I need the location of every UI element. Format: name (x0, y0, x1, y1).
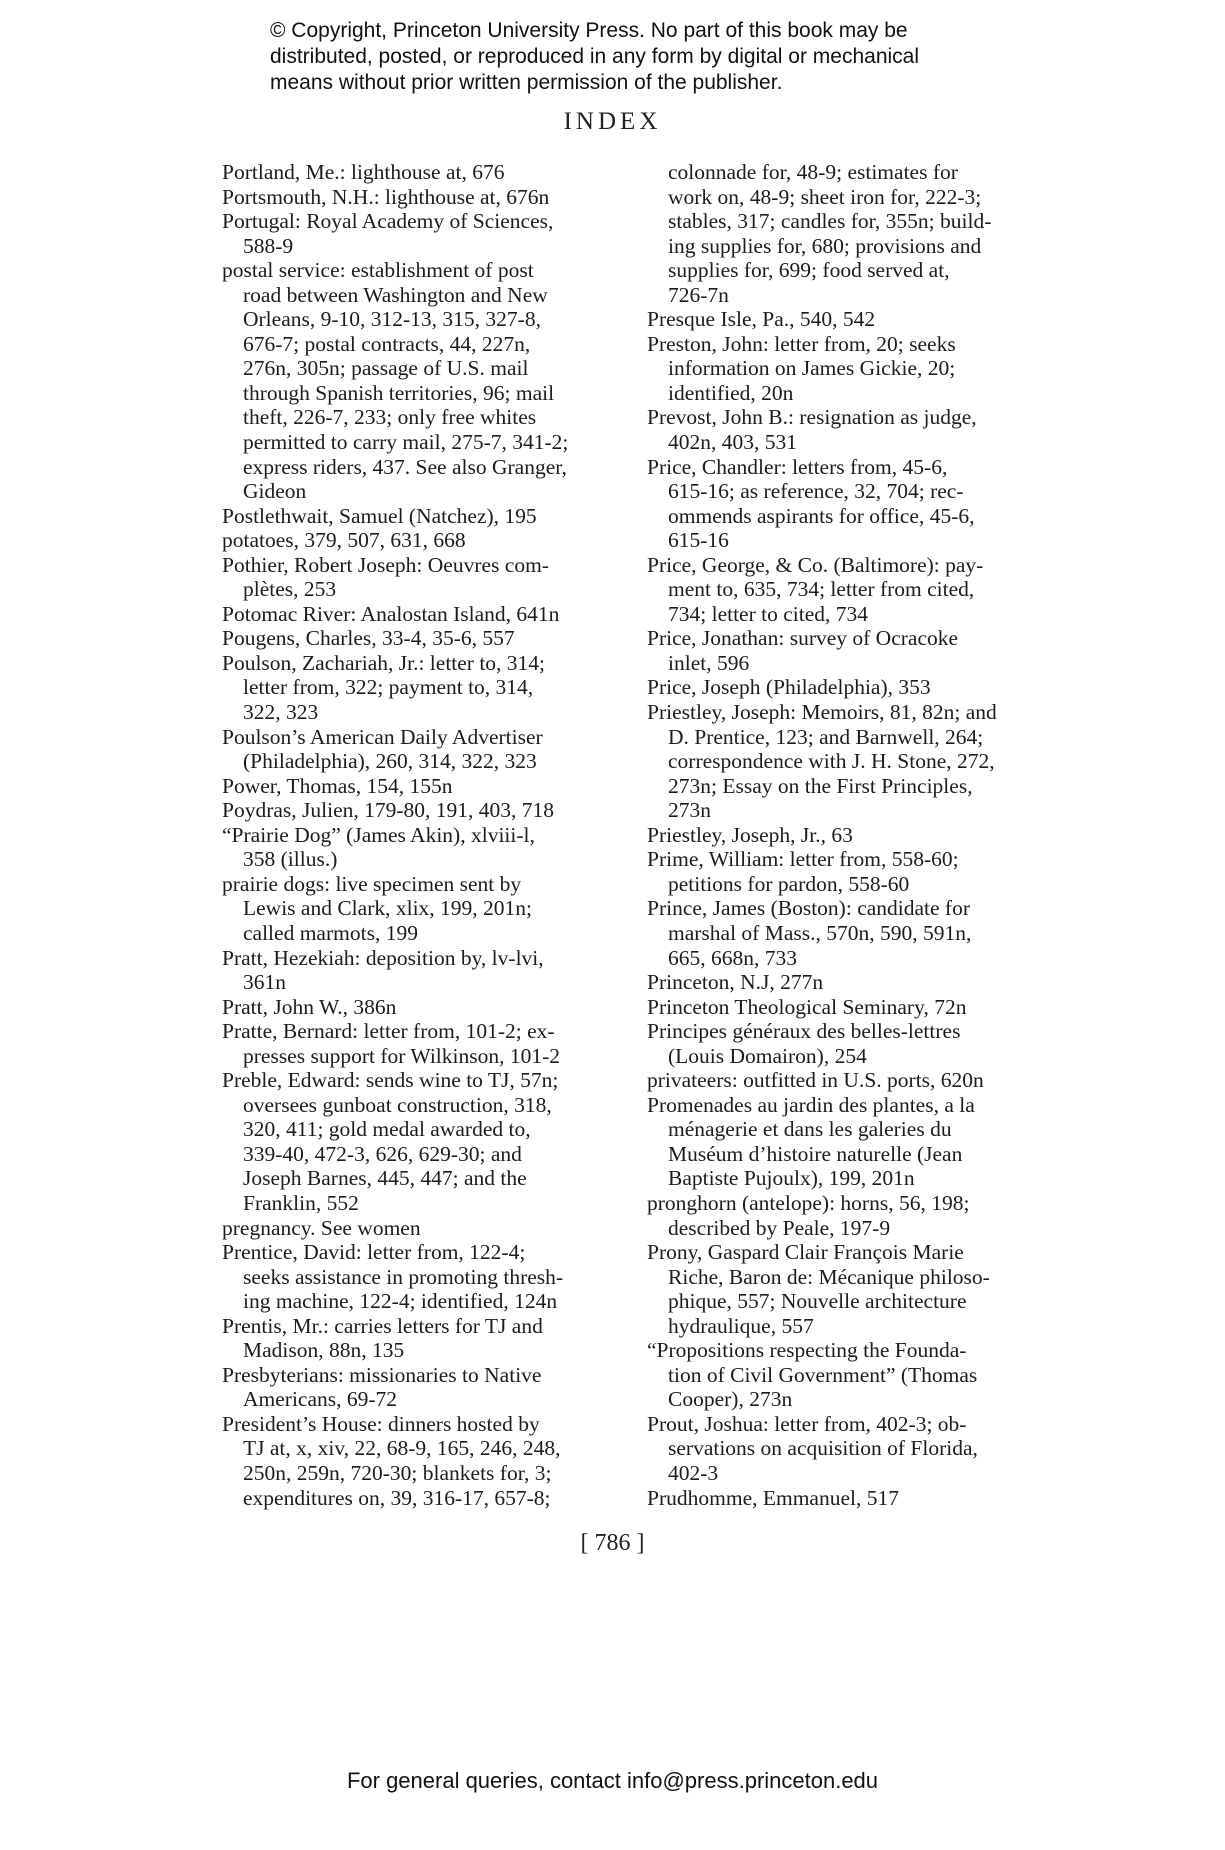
index-entry-continuation: Madison, 88n, 135 (243, 1338, 405, 1363)
index-entry: Princeton Theological Seminary, 72n (647, 994, 967, 1019)
index-entry-continuation: Joseph Barnes, 445, 447; and the (243, 1166, 527, 1191)
index-entry-continuation: plètes, 253 (243, 577, 337, 602)
index-entry: Pratte, Bernard: letter from, 101-2; ex- (222, 1019, 555, 1044)
index-entry-continuation: ing machine, 122-4; identified, 124n (243, 1289, 558, 1314)
index-entry-continuation: Lewis and Clark, xlix, 199, 201n; (243, 896, 533, 921)
index-entry: Prime, William: letter from, 558-60; (647, 847, 959, 872)
index-entry-continuation: 615-16 (668, 528, 729, 553)
index-entry: pronghorn (antelope): horns, 56, 198; (647, 1190, 970, 1215)
index-entry-continuation: Americans, 69-72 (243, 1387, 398, 1412)
index-entry: Prince, James (Boston): candidate for (647, 896, 971, 921)
copyright-notice (270, 18, 1030, 96)
index-entry: Prevost, John B.: resignation as judge, (647, 405, 977, 430)
index-entry: potatoes, 379, 507, 631, 668 (222, 528, 466, 553)
copyright-line: © Copyright, Princeton University Press. No part of this book may be (270, 19, 908, 42)
index-entry: Priestley, Joseph: Memoirs, 81, 82n; and (647, 700, 997, 725)
index-entry-continuation: identified, 20n (668, 380, 794, 405)
index-entry: Potomac River: Analostan Island, 641n (222, 601, 560, 626)
index-entry-continuation: correspondence with J. H. Stone, 272, (668, 749, 995, 774)
index-entry: prairie dogs: live specimen sent by (222, 871, 522, 896)
index-entry-continuation: petitions for pardon, 558-60 (668, 871, 910, 896)
index-entry-continuation: inlet, 596 (668, 650, 750, 675)
index-entry-continuation: Franklin, 552 (243, 1190, 359, 1215)
index-entry-continuation: hydraulique, 557 (668, 1313, 814, 1338)
index-entry: Poydras, Julien, 179-80, 191, 403, 718 (222, 798, 555, 823)
index-entry: Postlethwait, Samuel (Natchez), 195 (222, 503, 537, 528)
index-entry-continuation: stables, 317; candles for, 355n; build- (668, 209, 992, 234)
index-entry-continuation: Cooper), 273n (668, 1387, 793, 1412)
index-entry-continuation: 320, 411; gold medal awarded to, (243, 1117, 531, 1142)
index-entry: Preble, Edward: sends wine to TJ, 57n; (222, 1068, 559, 1093)
index-entry-continuation: ment to, 635, 734; letter from cited, (668, 577, 975, 602)
index-entry: Prout, Joshua: letter from, 402-3; ob- (647, 1411, 967, 1436)
index-entry: Poulson’s American Daily Advertiser (222, 724, 543, 749)
index-entry-continuation: seeks assistance in promoting thresh- (243, 1264, 564, 1289)
index-entry-continuation: information on James Gickie, 20; (668, 356, 956, 381)
index-entry-continuation: road between Washington and New (243, 282, 548, 307)
index-entry: President’s House: dinners hosted by (222, 1411, 540, 1436)
index-entry-continuation: work on, 48-9; sheet iron for, 222-3; (668, 184, 982, 209)
index-entry-continuation: ménagerie et dans les galeries du (668, 1117, 952, 1142)
index-entry-continuation: express riders, 437. See also Granger, (243, 454, 567, 479)
index-entry-continuation: TJ at, x, xiv, 22, 68-9, 165, 246, 248, (243, 1436, 561, 1461)
index-entry-continuation: Muséum d’histoire naturelle (Jean (668, 1141, 963, 1166)
index-entry: Preston, John: letter from, 20; seeks (647, 331, 956, 356)
index-entry-continuation: through Spanish territories, 96; mail (243, 380, 555, 405)
index-entry-continuation: ommends aspirants for office, 45-6, (668, 503, 975, 528)
index-entry-continuation: Orleans, 9-10, 312-13, 315, 327-8, (243, 307, 541, 332)
index-entry: Pougens, Charles, 33-4, 35-6, 557 (222, 626, 515, 651)
index-entry: “Prairie Dog” (James Akin), xlviii-l, (222, 822, 535, 847)
index-entry-continuation: 726-7n (668, 282, 729, 307)
footer-contact: For general queries, contact info@press.princeton.edu (346, 1768, 879, 1793)
index-entry: Pothier, Robert Joseph: Oeuvres com- (222, 552, 549, 577)
index-entry: Pratt, Hezekiah: deposition by, lv-lvi, (222, 945, 544, 970)
index-entry-continuation: servations on acquisition of Florida, (668, 1436, 978, 1461)
index-entry-continuation: 676-7; postal contracts, 44, 227n, (243, 331, 531, 356)
index-entry-continuation: 402-3 (668, 1460, 719, 1485)
index-entry: Poulson, Zachariah, Jr.: letter to, 314; (222, 650, 546, 675)
page-heading: INDEX (563, 108, 662, 135)
index-entry-continuation: 322, 323 (243, 700, 319, 725)
index-entry: Prentice, David: letter from, 122-4; (222, 1240, 526, 1265)
index-entry: Portugal: Royal Academy of Sciences, (222, 209, 554, 234)
index-entry: Price, Chandler: letters from, 45-6, (647, 454, 948, 479)
index-entry: Prudhomme, Emmanuel, 517 (647, 1485, 899, 1510)
index-entry-continuation: phique, 557; Nouvelle architecture (668, 1289, 967, 1314)
index-entry-continuation: Riche, Baron de: Mécanique philoso- (668, 1264, 990, 1289)
index-entry-continuation: described by Peale, 197-9 (668, 1215, 891, 1240)
index-entry: Price, George, & Co. (Baltimore): pay- (647, 552, 984, 577)
index-entry-continuation: presses support for Wilkinson, 101-2 (243, 1043, 561, 1068)
index-entry-continuation: 588-9 (243, 233, 294, 258)
copyright-line: distributed, posted, or reproduced in any form by digital or mechanical (270, 45, 920, 68)
index-entry-continuation: 339-40, 472-3, 626, 629-30; and (243, 1141, 522, 1166)
index-entry: privateers: outfitted in U.S. ports, 620n (647, 1068, 984, 1093)
index-entry-continuation: permitted to carry mail, 275-7, 341-2; (243, 430, 569, 455)
index-entry-continuation: called marmots, 199 (243, 920, 418, 945)
index-entry-continuation: 358 (illus.) (243, 847, 338, 872)
index-entry-continuation: marshal of Mass., 570n, 590, 591n, (668, 920, 972, 945)
index-entry-continuation: 665, 668n, 733 (668, 945, 797, 970)
index-entry-continuation: expenditures on, 39, 316-17, 657-8; (243, 1485, 551, 1510)
index-entry-continuation: 276n, 305n; passage of U.S. mail (243, 356, 529, 381)
index-entry: Promenades au jardin des plantes, a la (647, 1092, 975, 1117)
index-entry-continuation: Baptiste Pujoulx), 199, 201n (668, 1166, 915, 1191)
index-entry-continuation: (Philadelphia), 260, 314, 322, 323 (243, 749, 537, 774)
index-entry: Price, Jonathan: survey of Ocracoke (647, 626, 959, 651)
index-entry-continuation: 273n; Essay on the First Principles, (668, 773, 973, 798)
index-entry-continuation: Gideon (243, 479, 307, 504)
index-column-left (222, 160, 642, 1510)
index-entry: pregnancy. See women (222, 1215, 421, 1240)
index-entry-continuation: tion of Civil Government” (Thomas (668, 1362, 978, 1387)
index-entry-continuation: colonnade for, 48-9; estimates for (668, 160, 958, 184)
index-entry-continuation: 402n, 403, 531 (668, 430, 797, 455)
index-entry: Price, Joseph (Philadelphia), 353 (647, 675, 931, 700)
index-entry: Principes généraux des belles-lettres (647, 1019, 961, 1044)
index-entry: Pratt, John W., 386n (222, 994, 397, 1019)
index-entry-continuation: (Louis Domairon), 254 (668, 1043, 867, 1068)
index-entry-continuation: 273n (668, 798, 711, 823)
index-entry-continuation: 734; letter to cited, 734 (668, 601, 869, 626)
index-entry: Prentis, Mr.: carries letters for TJ and (222, 1313, 543, 1338)
index-entry-continuation: theft, 226-7, 233; only free whites (243, 405, 537, 430)
index-column-right (647, 160, 1067, 1510)
index-entry: Presque Isle, Pa., 540, 542 (647, 307, 876, 332)
index-entry: Prony, Gaspard Clair François Marie (647, 1240, 964, 1265)
index-entry-continuation: ing supplies for, 680; provisions and (668, 233, 982, 258)
page-number: [ 786 ] (580, 1530, 645, 1556)
index-entry-continuation: 615-16; as reference, 32, 704; rec- (668, 479, 964, 504)
index-entry: Presbyterians: missionaries to Native (222, 1362, 542, 1387)
index-entry: postal service: establishment of post (222, 258, 534, 283)
index-entry-continuation: oversees gunboat construction, 318, (243, 1092, 552, 1117)
index-entry: Power, Thomas, 154, 155n (222, 773, 453, 798)
index-entry: Princeton, N.J, 277n (647, 970, 824, 995)
index-entry: Portsmouth, N.H.: lighthouse at, 676n (222, 184, 550, 209)
index-entry-continuation: 361n (243, 970, 286, 995)
index-entry: Priestley, Joseph, Jr., 63 (647, 822, 853, 847)
index-entry-continuation: 250n, 259n, 720-30; blankets for, 3; (243, 1460, 552, 1485)
index-entry: “Propositions respecting the Founda- (647, 1338, 967, 1363)
index-entry-continuation: supplies for, 699; food served at, (668, 258, 950, 283)
copyright-line: means without prior written permission of the publisher. (270, 71, 783, 94)
index-entry-continuation: D. Prentice, 123; and Barnwell, 264; (668, 724, 984, 749)
index-entry: Portland, Me.: lighthouse at, 676 (222, 160, 505, 184)
index-entry-continuation: letter from, 322; payment to, 314, (243, 675, 534, 700)
